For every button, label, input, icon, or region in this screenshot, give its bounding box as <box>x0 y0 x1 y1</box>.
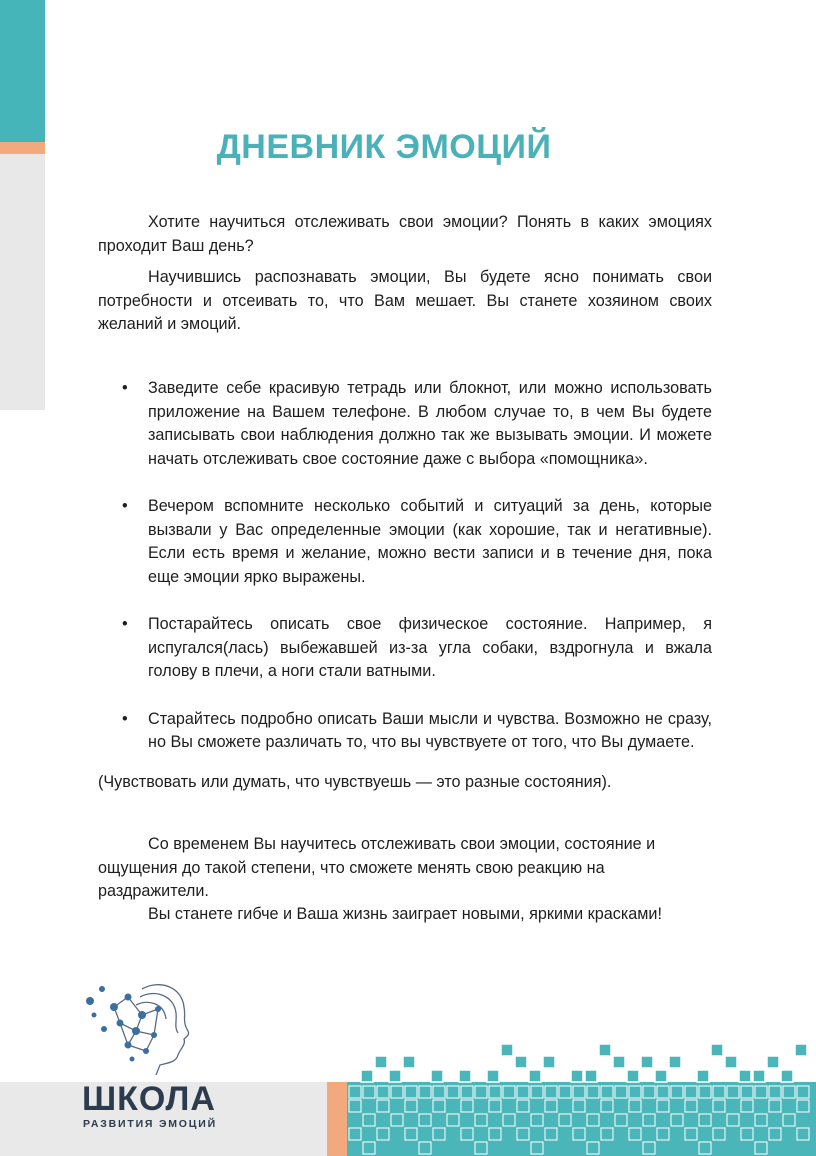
logo-subtitle: РАЗВИТИЯ ЭМОЦИЙ <box>83 1118 217 1130</box>
intro-paragraph-1: Хотите научиться отслеживать свои эмоции? Понять в каких эмоциях проходит Ваш день? <box>98 213 712 255</box>
list-item-text: Вечером вспомните несколько событий и ситуаций за день, которые вызвали у Вас определенные эмоции (как хорошие, так и негативные). Если есть время и желание, можно вести записи и в течение дня, пока еще эмоции ярко выражены. <box>148 497 712 586</box>
list-item <box>98 495 712 589</box>
left-teal-bar <box>0 0 45 142</box>
intro-paragraph-2: Научившись распознавать эмоции, Вы будете ясно понимать свои потребности и отсеивать то, что Вам мешает. Вы станете хозяином своих желаний и эмоций. <box>98 268 712 333</box>
conclusion-paragraph-2: Вы станете гибче и Ваша жизнь заиграет новыми, яркими красками! <box>148 905 662 923</box>
list-item <box>98 708 712 755</box>
bullet-icon: • <box>122 709 128 728</box>
bullet-icon: • <box>122 497 128 515</box>
logo-title: ШКОЛА <box>82 1080 216 1118</box>
list-item-text: Постарайтесь описать свое физическое состояние. Например, я испугался(лась) выбежавшей из-за угла собаки, вздрогнула и вжала голову в плечи, а ноги стали ватными. <box>148 615 712 680</box>
list-item-text: Заведите себе красивую тетрадь или блокнот, или можно использовать приложение на Вашем телефоне. В любом случае то, в чем Вы будете записывать свои наблюдения должно так же вызывать эмоции. И можете начать отслеживать свое состояние даже с выбора «помощника». <box>148 379 712 468</box>
page-title: ДНЕВНИК ЭМОЦИЙ <box>216 128 552 166</box>
footer-orange-stripe <box>327 1082 347 1156</box>
conclusion-paragraph-1: Со временем Вы научитесь отслеживать свои эмоции, состояние и ощущения до такой степени, что сможете менять свою реакцию на раздражители. <box>98 835 656 900</box>
note-paragraph: (Чувствовать или думать, что чувствуешь — это разные состояния). <box>98 773 612 791</box>
list-item <box>98 613 712 684</box>
head-network-logo-icon <box>80 975 200 1075</box>
tips-list <box>98 377 712 779</box>
list-item <box>98 377 712 471</box>
bullet-icon: • <box>122 379 128 397</box>
list-item-text: Старайтесь подробно описать Ваши мысли и чувства. Возможно не сразу, но Вы сможете различать то, что вы чувствуете от того, что Вы думаете. <box>148 709 712 751</box>
pixel-grid-decoration <box>347 1040 816 1156</box>
bullet-icon: • <box>122 615 128 633</box>
left-grey-bar <box>0 154 45 410</box>
